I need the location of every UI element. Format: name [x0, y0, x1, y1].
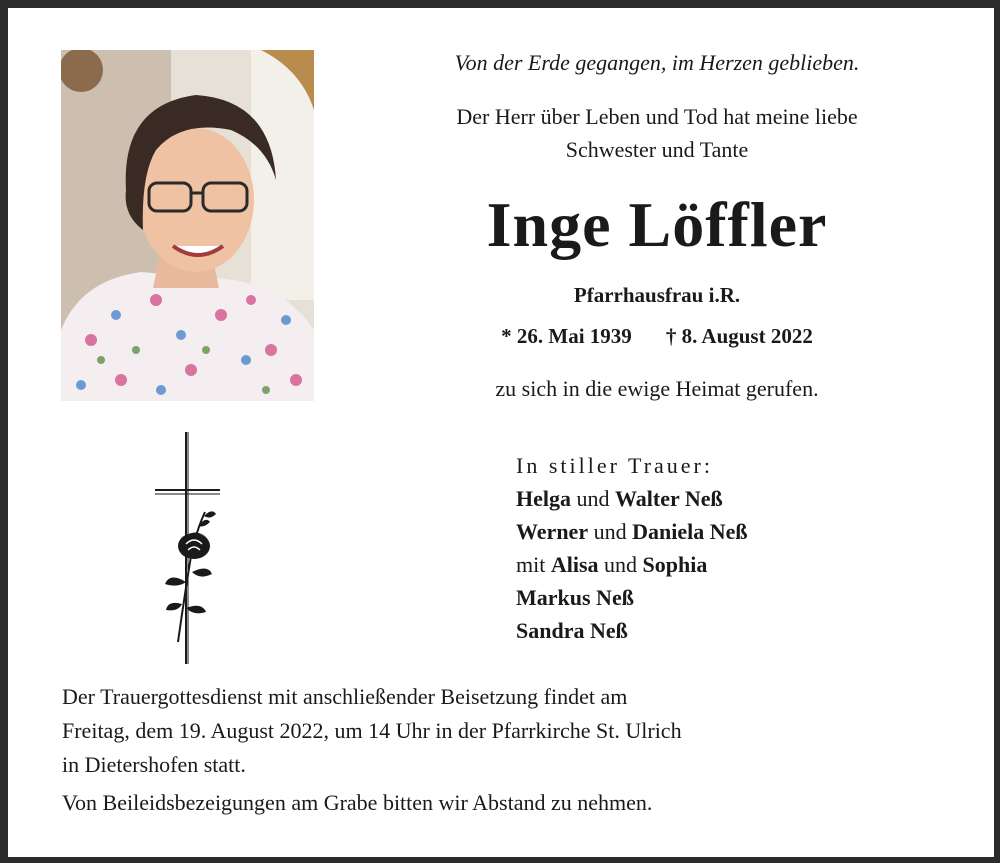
birth-date: * 26. Mai 1939: [501, 324, 632, 348]
mourner-name: Alisa: [550, 552, 599, 577]
service-line-2: Freitag, dem 19. August 2022, um 14 Uhr in der Pfarrkirche St. Ulrich: [62, 718, 682, 743]
mourner-line-1: [516, 482, 748, 515]
deceased-role: Pfarrhausfrau i.R.: [573, 283, 741, 307]
portrait-photo: [61, 50, 314, 401]
motto: Von der Erde gegangen, im Herzen geblieben.: [454, 50, 860, 75]
mourner-connector: mit: [516, 552, 551, 577]
mourner-name: Walter Neß: [615, 486, 723, 511]
service-line-1: Der Trauergottesdienst mit anschließender Beisetzung findet am: [62, 684, 628, 709]
mourner-connector: und: [571, 486, 615, 511]
mourner-connector: und: [598, 552, 643, 577]
mourner-line-2: [516, 515, 748, 548]
condolence-request: Von Beileidsbezeigungen am Grabe bitten wir Abstand zu nehmen.: [62, 790, 653, 815]
mourner-name: Sophia: [642, 552, 708, 577]
intro-line-2: Schwester und Tante: [565, 137, 749, 162]
mourner-connector: und: [588, 519, 633, 544]
mourner-line-5: [516, 614, 748, 647]
life-dates: [360, 324, 954, 349]
called-home-text: zu sich in die ewige Heimat gerufen.: [495, 376, 819, 401]
mourners-heading: In stiller Trauer:: [516, 453, 713, 478]
death-date: † 8. August 2022: [665, 324, 813, 348]
service-line-3: in Dietershofen statt.: [62, 752, 246, 777]
mourner-name: Sandra Neß: [516, 618, 628, 643]
mourner-name: Markus Neß: [516, 585, 634, 610]
mourner-name: Daniela Neß: [632, 519, 748, 544]
mourner-line-4: [516, 581, 748, 614]
mourners-list: [516, 449, 748, 647]
cross-with-rose-icon: [150, 432, 230, 664]
intro-text: [360, 100, 954, 166]
intro-line-1: Der Herr über Leben und Tod hat meine liebe: [456, 104, 858, 129]
mourner-name: Helga: [516, 486, 571, 511]
deceased-name: Inge Löffler: [486, 189, 828, 260]
mourner-line-3: [516, 548, 748, 581]
funeral-service-text: [62, 680, 942, 782]
mourner-name: Werner: [516, 519, 589, 544]
